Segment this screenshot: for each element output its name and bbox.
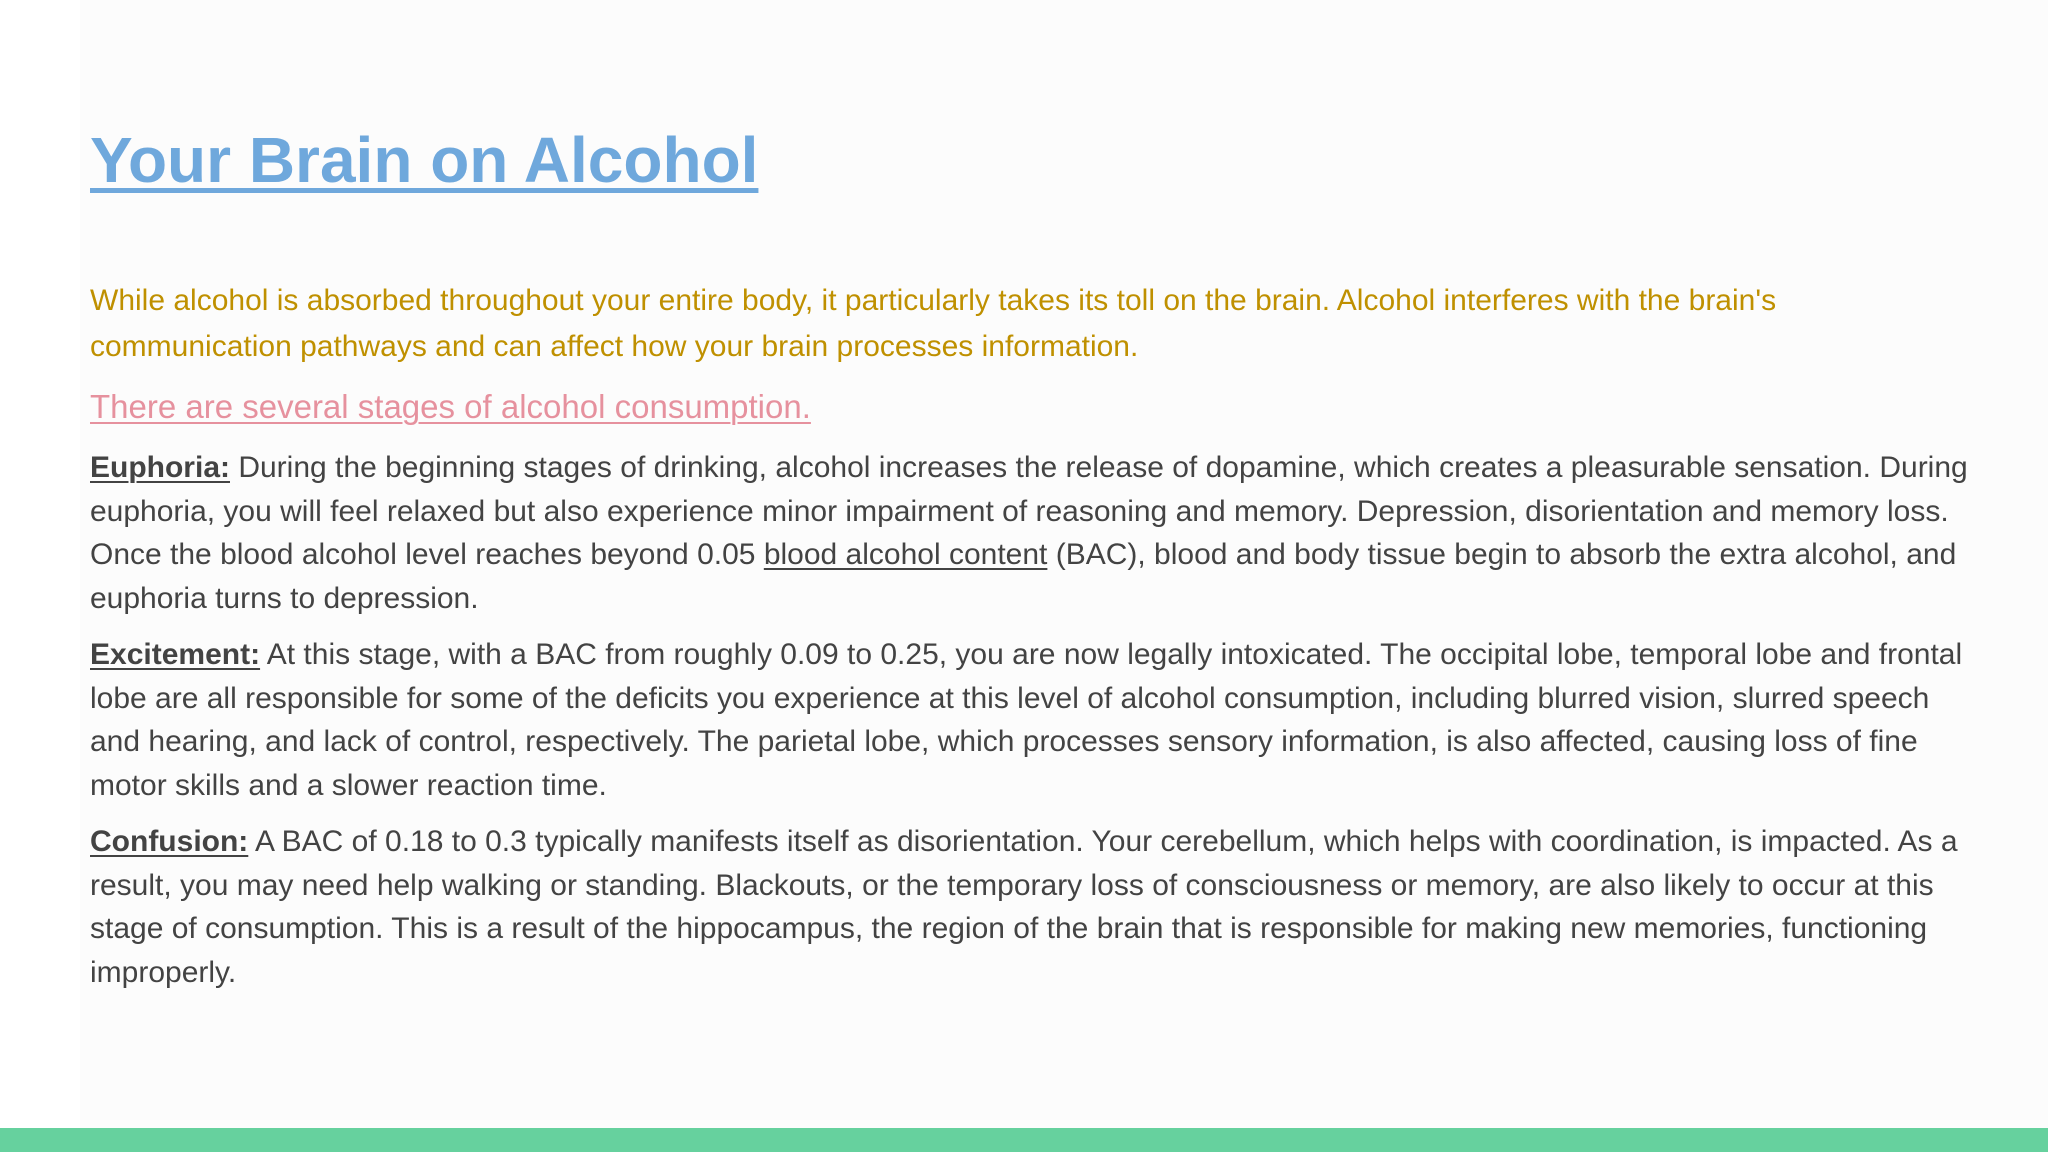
footer-bar (0, 1128, 2048, 1152)
euphoria-text: During the beginning stages of drinking, alcohol increases the release of dopamine, which creates a pleasurable sensation. During euphoria, you will feel relaxed but also experience minor impairment of reasoning and memory. Depression, disorientation and memory loss. Once the blood alcohol level reaches beyond 0.05 (90, 451, 1968, 571)
stages-link[interactable]: There are several stages of alcohol consumption. (90, 388, 811, 425)
euphoria-term: Euphoria: (90, 451, 230, 484)
confusion-term: Confusion: (90, 825, 249, 858)
excitement-text: At this stage, with a BAC from roughly 0.09 to 0.25, you are now legally intoxicated. The occipital lobe, temporal lobe and frontal lobe are all responsible for some of the deficits you experience at this level of alcohol consumption, including blurred vision, slurred speech and hearing, and lack of control, respectively. The parietal lobe, which processes sensory information, is also affected, causing loss of fine motor skills and a slower reaction time. (90, 638, 1963, 802)
excitement-paragraph (90, 633, 1970, 807)
confusion-text: A BAC of 0.18 to 0.3 typically manifests itself as disorientation. Your cerebellum, which helps with coordination, is impacted. As a result, you may need help walking or standing. Blackouts, or the temporary loss of consciousness or memory, are also likely to occur at this stage of consumption. This is a result of the hippocampus, the region of the brain that is responsible for making new memories, functioning improperly. (90, 825, 1958, 989)
excitement-term: Excitement: (90, 638, 261, 671)
euphoria-paragraph (90, 446, 1970, 620)
slide-title: Your Brain on Alcohol (90, 124, 759, 196)
confusion-paragraph (90, 820, 1970, 994)
intro-paragraph: While alcohol is absorbed throughout your entire body, it particularly takes its toll on the brain. Alcohol interferes with the brain's communication pathways and can affect how your brain processes information. (90, 284, 1777, 363)
euphoria-text-end: (BAC), blood and body tissue begin to absorb the extra alcohol, and euphoria turns to depression. (90, 538, 1957, 615)
bac-link[interactable]: blood alcohol content (763, 538, 1048, 571)
